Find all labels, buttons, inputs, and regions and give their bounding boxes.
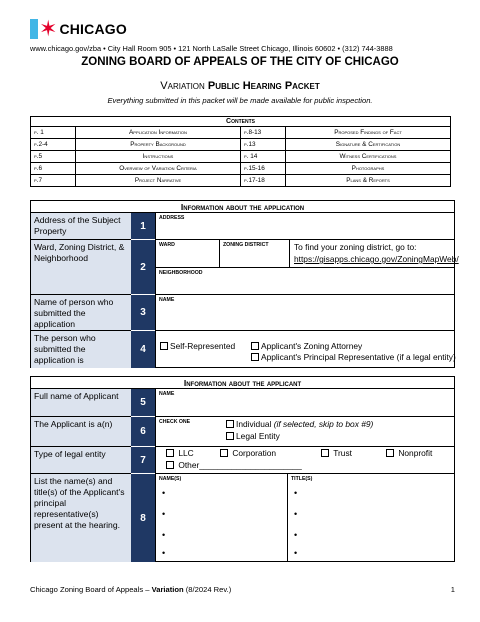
bullet-icon: • (162, 530, 166, 540)
table-row: p.6 Overview of Variation Criteria p.15-16 Photographs (31, 163, 451, 175)
address-field[interactable]: ADDRESS (155, 213, 454, 240)
individual-option[interactable]: Individual (if selected, skip to box #9) (226, 419, 373, 429)
box-number-7: 7 (131, 447, 155, 474)
application-section-title: Information about the application (31, 201, 454, 213)
checkbox-icon[interactable] (166, 449, 174, 457)
box-number-3: 3 (131, 295, 155, 331)
address-label: Address of the Subject Property (31, 213, 131, 240)
submitter-name-field[interactable]: NAME (155, 295, 454, 331)
other-option[interactable]: Other______________________ (166, 460, 302, 470)
table-row: p.7 Project Narrative p.17-18 Plans & Reports (31, 175, 451, 187)
applicant-info-section (30, 376, 455, 562)
applicant-name-field[interactable]: NAME (155, 389, 454, 417)
application-info-section (30, 200, 459, 368)
bullet-icon: • (294, 488, 298, 498)
bullet-icon: • (294, 530, 298, 540)
board-title: ZONING BOARD OF APPEALS OF THE CITY OF CHICAGO (81, 56, 399, 68)
checkbox-icon[interactable] (386, 449, 394, 457)
box-number-4: 4 (131, 331, 155, 368)
legal-entity-type-label: Type of legal entity (31, 447, 131, 474)
corporation-option[interactable]: Corporation (220, 448, 276, 458)
applicant-type-options: CHECK ONE Individual (if selected, skip to box #9) Legal Entity (155, 417, 454, 447)
table-row: p. 1 Application Information p.8-13 Proposed Findings of Fact (31, 127, 451, 139)
checkbox-icon[interactable] (251, 342, 259, 350)
checkbox-icon[interactable] (166, 461, 174, 469)
checkbox-icon[interactable] (220, 449, 228, 457)
neighborhood-field[interactable]: NEIGHBORHOOD (155, 267, 454, 295)
contents-title: Contents (31, 117, 451, 127)
zoning-map-link[interactable]: https://gisapps.chicago.gov/ZoningMapWeb/ (294, 254, 459, 264)
zoning-attorney-option[interactable]: Applicant's Zoning Attorney (251, 341, 362, 351)
representative-names-field[interactable]: NAME(S) • • • • (155, 474, 287, 562)
public-notice: Everything submitted in this packet will be made available for public inspection. (107, 96, 373, 105)
representative-titles-field[interactable]: TITLE(S) • • • • (287, 474, 454, 562)
checkbox-icon[interactable] (251, 353, 259, 361)
logo-wordmark: CHICAGO (59, 21, 127, 37)
applicant-section-title: Information about the applicant (31, 377, 454, 389)
logo-bar-icon (30, 19, 38, 39)
page-number: 1 (450, 585, 455, 594)
chicago-logo (30, 18, 127, 40)
ward-label: Ward, Zoning District, & Neighborhood (31, 240, 131, 295)
bullet-icon: • (162, 488, 166, 498)
zoning-hint: To find your zoning district, go to: https://gisapps.chicago.gov/ZoningMapWeb/ (289, 240, 454, 267)
packet-title: Variation Public Hearing Packet (160, 80, 320, 92)
checkbox-icon[interactable] (321, 449, 329, 457)
self-represented-option[interactable]: Self-Represented (160, 341, 235, 351)
bullet-icon: • (162, 509, 166, 519)
box-number-2: 2 (131, 240, 155, 295)
legal-entity-type-options (155, 447, 454, 474)
trust-option[interactable]: Trust (321, 448, 352, 458)
applicant-type-label: The Applicant is a(n) (31, 417, 131, 447)
submitter-type-options (155, 331, 454, 368)
submitter-type-label: The person who submitted the application is (31, 331, 131, 368)
zoning-district-field[interactable]: ZONING DISTRICT (219, 240, 289, 267)
box-number-5: 5 (131, 389, 155, 417)
table-row: p.5 Instructions p. 14 Witness Certifications (31, 151, 451, 163)
submitter-name-label: Name of person who submitted the application (31, 295, 131, 331)
checkbox-icon[interactable] (160, 342, 168, 350)
bullet-icon: • (162, 548, 166, 558)
llc-option[interactable]: LLC (166, 448, 194, 458)
contact-line: www.chicago.gov/zba • City Hall Room 905 • 121 North LaSalle Street Chicago, Illinois 60602 • (312) 744-3888 (30, 44, 393, 53)
checkbox-icon[interactable] (226, 420, 234, 428)
contents-table (30, 116, 451, 187)
box-number-6: 6 (131, 417, 155, 447)
bullet-icon: • (294, 509, 298, 519)
principal-representative-option[interactable]: Applicant's Principal Representative (if a legal entity) (251, 352, 456, 362)
page-footer: Chicago Zoning Board of Appeals – Variation (8/2024 Rev.) 1 (30, 585, 455, 594)
applicant-name-label: Full name of Applicant (31, 389, 131, 417)
checkbox-icon[interactable] (226, 432, 234, 440)
table-row: p.2-4 Property Background p.13 Signature & Certification (31, 139, 451, 151)
box-number-8: 8 (131, 474, 155, 562)
ward-field[interactable]: WARD (155, 240, 219, 267)
red-star-icon: ✶ (39, 16, 58, 41)
nonprofit-option[interactable]: Nonprofit (386, 448, 432, 458)
representatives-label: List the name(s) and title(s) of the Applicant's principal representative(s) present at the hearing. (31, 474, 131, 562)
bullet-icon: • (294, 548, 298, 558)
box-number-1: 1 (131, 213, 155, 240)
legal-entity-option[interactable]: Legal Entity (226, 431, 280, 441)
